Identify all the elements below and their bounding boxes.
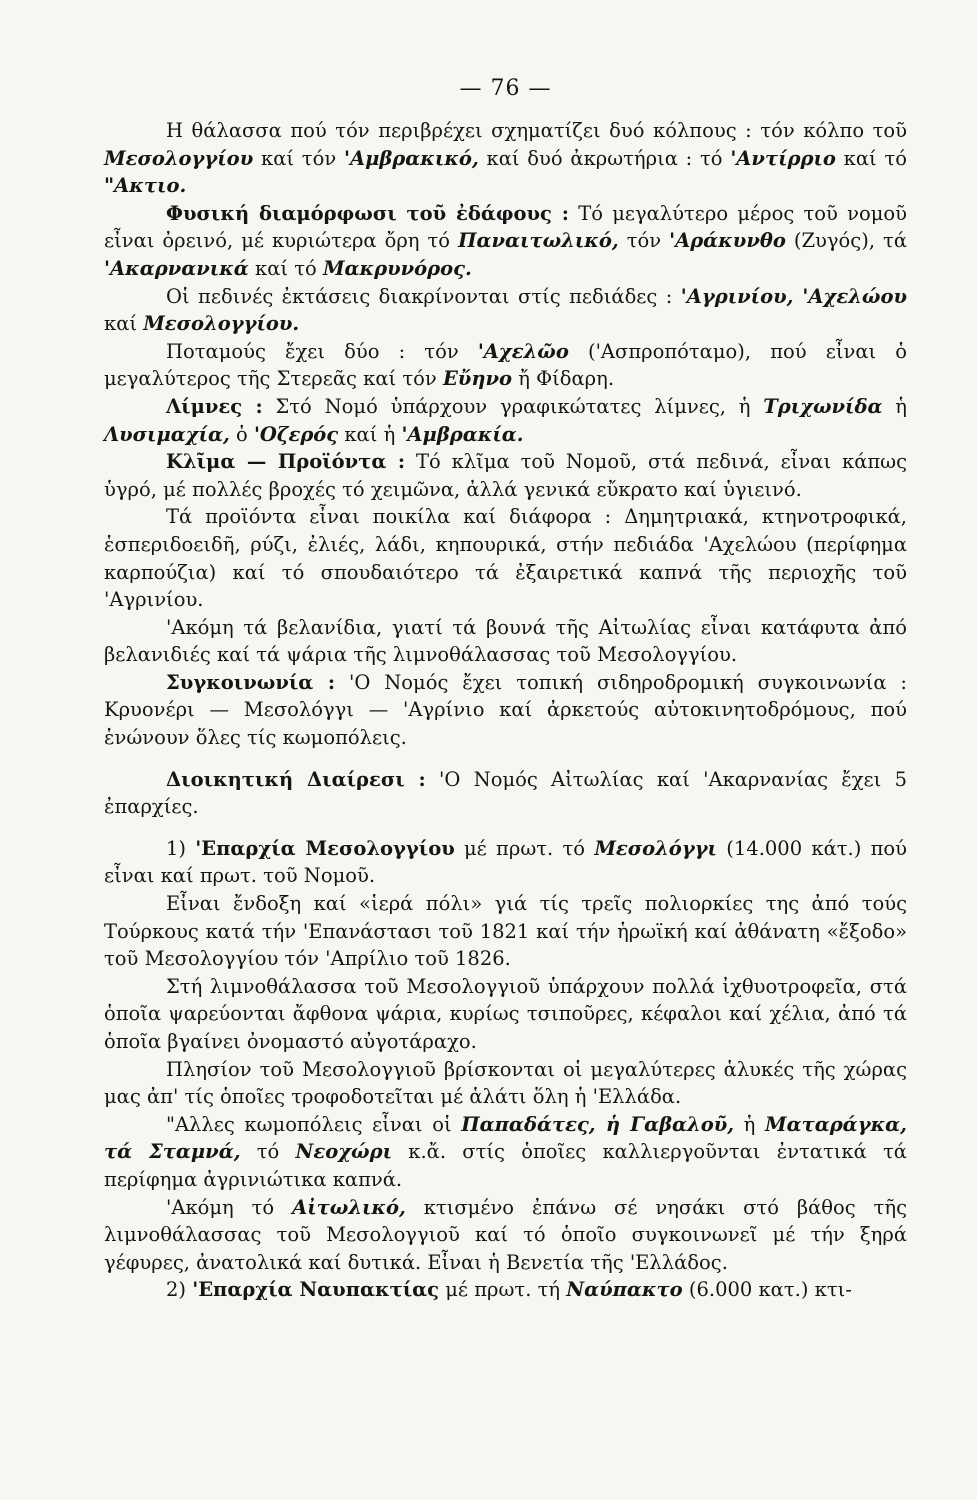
- text-run: Τό μεγαλύτερο μέρος τοῦ νομοῦ εἶναι ὀρεινό, μέ κυριώτερα ὄρη τό: [104, 201, 907, 253]
- place-name: Αἰτωλικό,: [292, 1195, 406, 1219]
- text-run: (14.000 κάτ.) πού εἶναι καί πρωτ. τοῦ Νομοῦ.: [104, 836, 908, 888]
- place-name: 'Αχελῶο: [477, 339, 569, 363]
- place-name: Μεσολογγίου.: [143, 312, 300, 336]
- text-run: 'Ακόμη τό: [166, 1195, 293, 1219]
- paragraph-towns: [104, 1111, 907, 1194]
- text-run: ἡ: [734, 1112, 765, 1136]
- text-run: Εἶναι ἔνδοξη καί «ἱερά πόλι» γιά τίς τρεῖς πολιορκίες της ἀπό τούς Τούρκους κατά τήν 'Επανάστασι τοῦ 1821 καί τήν ἡρωϊκή καί ἀθάνατη «ἔξοδο» τοῦ Μεσολογγίου τόν 'Απρίλιο τοῦ 1826.: [104, 892, 907, 971]
- place-name: Ναύπακτο: [566, 1278, 683, 1302]
- place-name: Εὔηνο: [442, 367, 513, 391]
- place-name: 'Αμβρακία.: [401, 422, 524, 446]
- paragraph-province-mesolongi: [104, 835, 907, 890]
- text-run: Στή λιμνοθάλασσα τοῦ Μεσολογγιοῦ ὑπάρχουν πολλά ἰχθυοτροφεῖα, στά ὁποῖα ψαρεύονται ἄφθονα ψάρια, κυρίως τσιποῦρες, κέφαλοι καί χέλια, ἀπό τά ὁποῖα βγαίνει ὀνομαστό αὐγοτάραχο.: [104, 974, 907, 1053]
- section-heading: Φυσική διαμόρφωσι τοῦ ἐδάφους :: [166, 201, 569, 225]
- section-heading: Κλῖμα — Προϊόντα :: [166, 450, 406, 474]
- place-name: Λυσιμαχία,: [104, 422, 230, 446]
- text-run: κτισμένο ἐπάνω σέ νησάκι στό βάθος τῆς λιμνοθάλασσας τοῦ Μεσολογγιοῦ καί τό ὁποῖο συγκοινωνεῖ μέ τήν ξηρά γέφυρες, ἀνατολικά καί δυτικά. Εἶναι ἡ Βενετία τῆς 'Ελλάδος.: [104, 1195, 907, 1274]
- paragraph-rivers: [104, 338, 907, 393]
- paragraph-aitoliko: [104, 1194, 907, 1277]
- paragraph-climate: [104, 448, 907, 503]
- paragraph-plains: [104, 283, 907, 338]
- place-name: Παναιτωλικό,: [458, 229, 619, 253]
- text-run: καί: [104, 312, 144, 336]
- place-name: 'Αράκυνθο: [669, 229, 786, 253]
- text-run: ὁ: [229, 422, 254, 446]
- place-name: Μεσολογγίου: [104, 146, 254, 170]
- place-name: 'Αγρινίου, 'Αχελώου: [680, 284, 907, 308]
- paragraph-province-nafpaktia: [104, 1276, 907, 1304]
- place-name: Μεσολόγγι: [594, 836, 717, 860]
- page-number: — 76 —: [459, 76, 552, 101]
- text-run: 'Ο Νομός ἔχει τοπική σιδηροδρομική συγκοινωνία : Κρυονέρι — Μεσολόγγι — 'Αγρίνιο καί ἀρκετούς αὐτοκινητοδρόμους, πού ἑνώνουν ὅλες τίς κωμοπόλεις.: [104, 670, 907, 750]
- text-run: 'Ο Νομός Αἰτωλίας καί 'Ακαρνανίας ἔχει 5 ἐπαρχίες.: [104, 767, 907, 819]
- text-run: ('Ασπροπόταμο), πού εἶναι ὁ μεγαλύτερος τῆς Στερεᾶς καί τόν: [104, 339, 907, 391]
- place-name: 'Αμβρακικό,: [343, 146, 479, 170]
- section-heading: 'Επαρχία Μεσολογγίου: [195, 836, 455, 860]
- text-run: 2): [166, 1278, 193, 1302]
- text-run: (6.000 κατ.) κτι-: [682, 1278, 852, 1302]
- text-run: Στό Νομό ὑπάρχουν γραφικώτατες λίμνες, ἡ: [262, 394, 764, 418]
- section-heading: Διοικητική Διαίρεσι :: [166, 767, 426, 791]
- section-heading: Λίμνες :: [166, 394, 263, 418]
- text-run: Τό κλῖμα τοῦ Νομοῦ, στά πεδινά, εἶναι κάπως ὑγρό, μέ πολλές βροχές τό χειμῶνα, ἀλλά γενικά εὔκρατο καί ὑγιεινό.: [104, 450, 907, 501]
- paragraph-administration: [104, 766, 907, 821]
- text-run: ἡ: [882, 394, 907, 418]
- place-name: 'Οζερός: [253, 422, 339, 446]
- paragraph-history: [104, 890, 907, 973]
- text-run: κ.ἄ. στίς ὁποῖες καλλιεργοῦνται ἐντατικά τά περίφημα ἀγρινιώτικα καπνά.: [104, 1140, 907, 1191]
- text-run: 1): [166, 836, 196, 860]
- text-run: "Αλλες κωμοπόλεις εἶναι οἱ: [166, 1112, 462, 1136]
- paragraph-lakes: [104, 393, 907, 448]
- paragraph-saltworks: [104, 1056, 907, 1111]
- text-run: ἤ Φίδαρη.: [512, 367, 615, 391]
- text-run: Πλησίον τοῦ Μεσολογγιοῦ βρίσκονται οἱ μεγαλύτερες ἁλυκές τῆς χώρας μας ἀπ' τίς ὁποῖες τροφοδοτεῖται μέ ἁλάτι ὅλη ἡ 'Ελλάδα.: [104, 1057, 907, 1109]
- text-run: (Ζυγός), τά: [785, 229, 908, 253]
- place-name: Παπαδάτες, ἡ Γαβαλοῦ,: [461, 1112, 735, 1136]
- text-run: καί δυό ἀκρωτήρια : τό: [478, 146, 731, 170]
- place-name: Τριχωνίδα: [763, 394, 883, 418]
- text-run: καί τό: [248, 256, 323, 280]
- text-run: καί τό: [835, 146, 907, 170]
- paragraph-acorns: [104, 614, 907, 669]
- text-run: Οἱ πεδινές ἐκτάσεις διακρίνονται στίς πεδιάδες :: [166, 284, 681, 308]
- paragraph-terrain: [104, 200, 907, 283]
- page-body: [104, 117, 907, 1304]
- text-run: μέ πρωτ. τό: [454, 836, 595, 860]
- text-run: μέ πρωτ. τή: [439, 1278, 567, 1302]
- text-run: καί τόν: [253, 146, 344, 170]
- paragraph-transport: [104, 669, 907, 752]
- text-run: καί ἡ: [338, 422, 402, 446]
- text-run: 'Ακόμη τά βελανίδια, γιατί τά βουνά τῆς Αἰτωλίας εἶναι κατάφυτα ἀπό βελανιδιές καί τά ψάρια τῆς λιμνοθάλασσας τοῦ Μεσολογγίου.: [104, 615, 907, 667]
- paragraph-lagoon: [104, 973, 907, 1056]
- place-name: "Ακτιο.: [104, 174, 187, 198]
- place-name: 'Αντίρριο: [730, 146, 836, 170]
- section-heading: 'Επαρχία Ναυπακτίας: [192, 1278, 440, 1302]
- place-name: Μακρυνόρος.: [322, 256, 472, 280]
- place-name: 'Ακαρνανικά: [104, 256, 249, 280]
- text-run: τό: [240, 1140, 296, 1164]
- paragraph-sea: [104, 117, 907, 200]
- place-name: Ματαράγκα, τά Σταμνά,: [104, 1112, 907, 1164]
- text-run: τόν: [618, 229, 670, 253]
- text-run: Τά προϊόντα εἶναι ποικίλα καί διάφορα : Δημητριακά, κτηνοτροφικά, ἑσπεριδοειδῆ, ρύζι, ἐλιές, λάδι, κηπουρικά, στήν πεδιάδα 'Αχελώου (περίφημα καρπούζια) καί τό σπουδαιότερο τά ἐξαιρετικά καπνά τῆς περιοχῆς τοῦ 'Αγρινίου.: [104, 505, 907, 612]
- place-name: Νεοχώρι: [295, 1140, 393, 1164]
- section-heading: Συγκοινωνία :: [166, 670, 336, 694]
- text-run: Ποταμούς ἔχει δύο : τόν: [166, 339, 478, 363]
- text-run: Η θάλασσα πού τόν περιβρέχει σχηματίζει δυό κόλπους : τόν κόλπο τοῦ: [166, 119, 907, 142]
- paragraph-products: [104, 503, 907, 613]
